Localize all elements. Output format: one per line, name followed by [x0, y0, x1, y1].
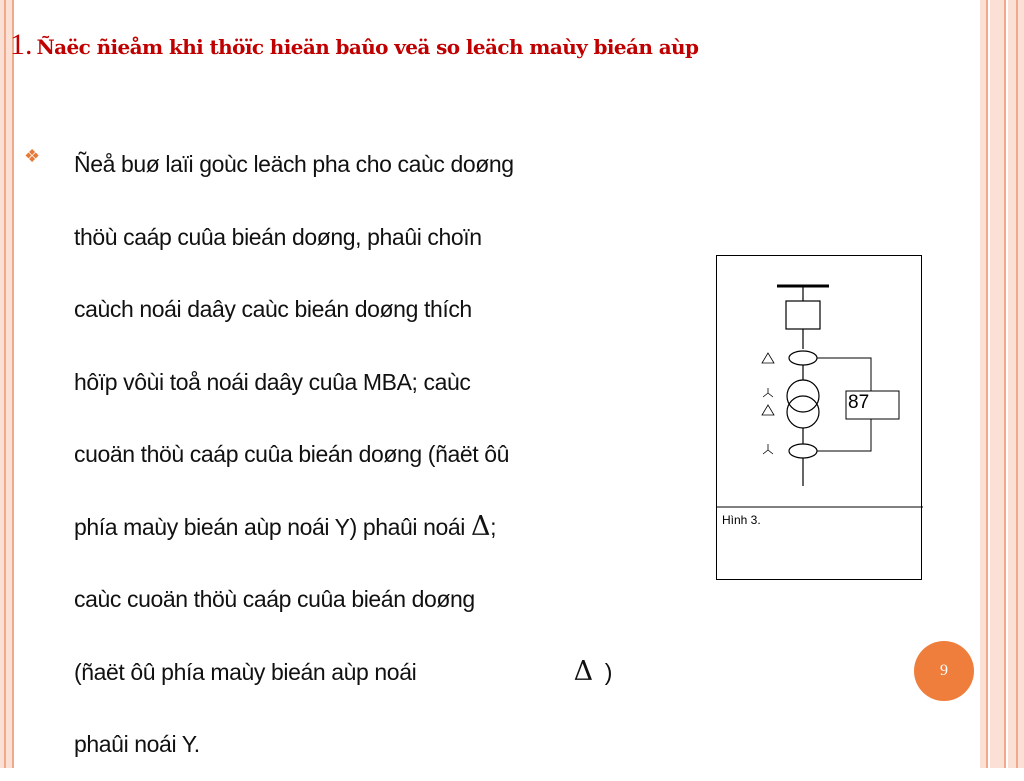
body-line: hôïp vôùi toå noái daây cuûa MBA; caùc — [74, 368, 471, 395]
delta-symbol: Δ — [471, 510, 491, 542]
body-line: phía maùy bieán aùp noái Y) phaûi noái Δ; — [74, 510, 497, 542]
delta-symbol-transformer — [762, 405, 774, 415]
body-line: Ñeå buø laïi goùc leäch pha cho caùc doøng — [74, 151, 514, 177]
relay-label: 87 — [848, 392, 870, 413]
breaker-symbol — [786, 301, 820, 329]
upper-ct-symbol — [789, 351, 817, 365]
lower-ct-symbol — [789, 444, 817, 458]
delta-symbol: Δ — [573, 655, 593, 687]
diamond-bullet-icon: ❖ — [24, 146, 41, 166]
body-line: thöù caáp cuûa bieán doøng, phaûi choïn — [74, 223, 482, 250]
differential-protection-diagram — [717, 256, 923, 581]
slide-title — [10, 28, 698, 62]
body-line: caùc cuoän thöù caáp cuûa bieán doøng — [74, 586, 475, 612]
title-number: 1. — [10, 28, 33, 61]
right-decorative-stripes — [980, 0, 1024, 768]
figure-caption: Hình 3. — [722, 513, 761, 527]
body-line: caùch noái daây caùc bieán doøng thích — [74, 296, 472, 322]
wye-symbol-transformer — [763, 388, 773, 397]
figure-box — [716, 255, 922, 580]
page-number-badge: 9 — [914, 641, 974, 701]
body-line: (ñaët ôû phía maùy bieán aùp noái Δ ) — [74, 655, 612, 687]
body-line: cuoän thöù caáp cuûa bieán doøng (ñaët ôû — [74, 441, 510, 467]
wye-symbol-lower-ct — [763, 444, 773, 454]
body-paragraph — [74, 128, 612, 781]
title-text: Ñaëc ñieåm khi thöïc hieän baûo veä so leäch maùy bieán aùp — [36, 35, 699, 59]
delta-symbol-upper-ct — [762, 353, 774, 363]
left-decorative-border — [0, 0, 14, 768]
body-line: phaûi noái Y. — [74, 731, 200, 757]
